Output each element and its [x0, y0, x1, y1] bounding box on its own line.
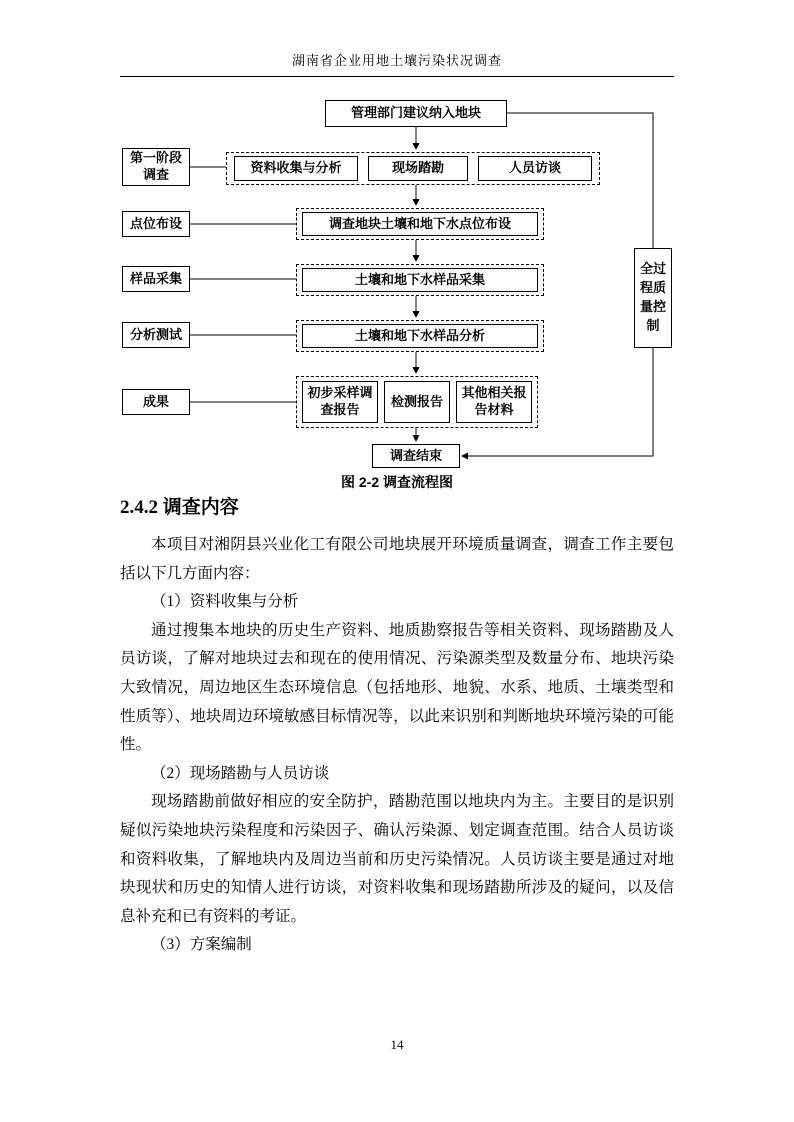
- figure-caption: 图 2-2 调查流程图: [340, 474, 453, 490]
- flow-box-phase1-survey: 第一阶段调查: [122, 148, 190, 186]
- flow-box-sample-collection-label: 样品采集: [122, 266, 190, 292]
- flow-box-end: 调查结束: [372, 444, 460, 468]
- flow-box-personnel-interview: 人员访谈: [478, 156, 592, 181]
- paragraph-item-1-detail: 通过搜集本地块的历史生产资料、地质勘察报告等相关资料、现场踏勘及人员访谈，了解对地块过去和现在的使用情况、污染源类型及数量分布、地块污染大致情况，周边地区生态环境信息（包括地形、地貌、水系、地质、土壤类型和性质等）、地块周边环境敏感目标情况等，以此来识别和判断地块环境污染的可能性。: [120, 621, 674, 754]
- section-heading: 2.4.2 调查内容: [120, 497, 239, 518]
- flow-box-site-reconnaissance: 现场踏勘: [368, 156, 468, 181]
- flow-box-sample-collection: 土壤和地下水样品采集: [302, 268, 538, 292]
- paragraph-item-2: （2）现场踏勘与人员访谈: [151, 764, 330, 782]
- flow-box-other-materials: 其他相关报告材料: [456, 381, 532, 423]
- flow-box-data-collection: 资料收集与分析: [234, 156, 358, 181]
- page-number: 14: [390, 1037, 404, 1052]
- flow-box-test-report: 检测报告: [384, 381, 450, 423]
- flow-box-start: 管理部门建议纳入地块: [325, 100, 507, 127]
- header-title: 湖南省企业用地土壤污染状况调查: [291, 53, 502, 68]
- section-body: [120, 531, 674, 960]
- survey-flowchart: [0, 0, 794, 480]
- flow-box-analysis-test-label: 分析测试: [122, 322, 190, 348]
- paragraph-intro: 本项目对湘阴县兴业化工有限公司地块展开环境质量调查，调查工作主要包括以下几方面内容：: [120, 536, 674, 582]
- flow-box-point-layout-label: 点位布设: [122, 211, 190, 237]
- paragraph-item-1: （1）资料收集与分析: [151, 593, 299, 611]
- flow-box-quality-control: 全过程质量控制: [634, 248, 672, 348]
- flow-box-point-layout: 调查地块土壤和地下水点位布设: [302, 212, 538, 236]
- flow-box-results-label: 成果: [122, 389, 190, 415]
- flow-box-preliminary-report: 初步采样调查报告: [302, 381, 378, 423]
- paragraph-item-2-detail: 现场踏勘前做好相应的安全防护，踏勘范围以地块内为主。主要目的是识别疑似污染地块污染程度和污染因子、确认污染源、划定调查范围。结合人员访谈和资料收集，了解地块内及周边当前和历史污染情况。人员访谈主要是通过对地块现状和历史的知情人进行访谈，对资料收集和现场踏勘所涉及的疑问，以及信息补充和已有资料的考证。: [120, 793, 674, 925]
- paragraph-item-3: （3）方案编制: [151, 936, 252, 954]
- flow-box-sample-analysis: 土壤和地下水样品分析: [302, 324, 538, 348]
